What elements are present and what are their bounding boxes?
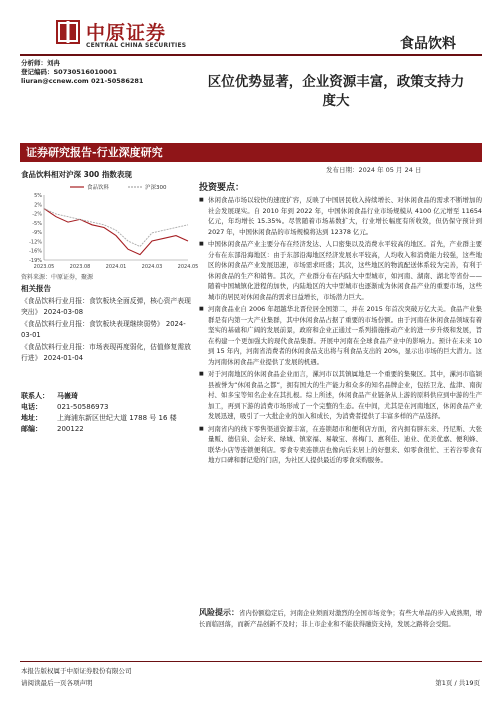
analyst-cert-label: 登记编码： [21, 68, 54, 76]
legend-label: 沪深300 [145, 185, 167, 191]
related-reports-list [21, 296, 193, 365]
investment-highlights [199, 195, 482, 468]
related-reports-heading: 相关报告 [21, 284, 51, 293]
contact-block [21, 391, 193, 435]
y-tick-label: 5% [34, 193, 42, 199]
y-tick-label: -5% [32, 220, 42, 227]
series-line-food-beverage [44, 209, 188, 255]
analyst-name: 刘冉 [47, 59, 60, 67]
x-tick-label: 2024.05 [177, 264, 199, 270]
zip-value: 200122 [57, 425, 84, 433]
contact-name: 马嶶琦 [57, 392, 78, 400]
risk-label: 风险提示： [199, 608, 240, 617]
header-divider [20, 54, 482, 56]
risk-warning [199, 608, 482, 629]
chart-title: 食品饮料相对沪深 300 指数表现 [21, 170, 132, 179]
brand-logo-icon [56, 20, 80, 44]
report-title: 区位优势显著，企业资源丰富，政策支持力度大 [207, 74, 465, 109]
legend-label: 食品饮料 [87, 185, 110, 191]
footer-divider [20, 661, 482, 662]
highlight-paragraph: ■ 河南食品业自 2006 年超越华北晋位居全国第二，并在 2015 年首次突破万亿大关。食品产业集群是有内第一大产业集群，其中休闲食品占据了重要的市场份额。由于河南在休闲食品领域有着坚实的基础和广阔的发展前景，政府和企业正通过一系列措施推动产业的进一步升级和发展，旨在构建一个更加强大的现代食品集群。开展中河南在全球食品产业中的影响力。预计在未来 10 到 15 年内，河南省消费者的休闲食品支出将与利食品支出的 20%，显示出市场的巨大潜力。这为河南休闲食品产业提供了发展的机遇。 [199, 304, 482, 367]
related-report-item[interactable]: 《食品饮料行业月报：食饮板块全面反弹，核心资产表现突出》 2024-03-08 [21, 297, 191, 316]
disclaimer-link[interactable]: 请阅读最后一页各项声明 [21, 679, 93, 687]
address-label: 地址： [21, 414, 42, 422]
industry-label: 食品饮料 [400, 36, 456, 52]
analyst-info [21, 59, 143, 86]
analyst-cert: S0730516010001 [53, 68, 117, 76]
highlight-paragraph: ■ 对于河南地区的休闲食品企业而言，漯河市以其镇属地是一个重要的集聚区。其中，漯河市临颍县被誉为“休闲食品之都”，拥有国大的生产能力和众多的知名品牌企业，包括卫龙、盐津、南街村、如多宝等知名企业在其扎根。综上所述，休闲食品产业链条从上游的原料供应到中游的生产加工，再到下游的消费市场形成了一个完整的生态。在中间，尤其是在河南地区，休闲食品产业发展迅速，吸引了一大批企业的加入和成长，为消费者提供了丰富多样的产品选择。 [199, 369, 482, 422]
y-tick-label: -9% [32, 230, 42, 237]
release-date: 发布日期：2024 年 05 月 24 日 [326, 166, 422, 174]
highlight-paragraph: ■ 休闲食品市场以较快的速度扩容，反映了中国居民收入持续增长、对休闲食品的需求不断增加的社会发展现实。自 2010 年到 2022 年，中国休闲食品行业市场规模从 4100 亿元增至 11654 亿元，年均增长 15.35%。尽管随着市场基数扩大，行业增长幅度有所收敛，但仍保守预计到 2027 年，中国休闲食品的市场规模将达到 12378 亿元。 [199, 195, 482, 237]
x-tick-label: 2024.03 [141, 264, 163, 270]
y-tick-label: -12% [29, 239, 42, 246]
analyst-name-label: 分析师： [21, 59, 47, 67]
phone-value: 021-50586973 [57, 403, 109, 411]
copyright-notice: 本报告版权属于中原证券股份有限公司 [21, 667, 132, 675]
y-tick-label: -19% [29, 258, 42, 264]
risk-text: 省内份额稳定后，河南企业须面对激烈的全国市场竞争；有些大单品的步入成熟期，增长面临回落，而新产品创新不及时；非上市企业和不能获得融资支持，发展之路将会受阻。 [199, 609, 483, 628]
report-type-banner: 证券研究报告-行业深度研究 [20, 143, 482, 162]
highlight-paragraph: ■ 河南省内的线下零售渠道资源丰富，在连锁超市和便利店方面，省内拥有胖东来、丹尼斯、大张量贩、德信泉、金好来、绿城、镇家福、易敏宝、喜梅门、惠利佳、迪业、优美优嘉、便利蜂、联华小店等连锁便利店。零食专卖连锁店也像向后来居上的好想来、如零食很忙、王若谷零食有地方口碑和群记爱的门店，为社区人提供最近的零食采购服务。 [199, 424, 482, 466]
brand-name: 中原证券 [86, 22, 167, 44]
analyst-contact: liuran@ccnew.com 021-50586281 [21, 77, 144, 85]
y-tick-label: -16% [29, 248, 42, 255]
highlight-paragraph: ■ 中国休闲食品产业主要分布在经济发达、人口密集以及消费水平较高的地区。首先，产业群主要分布在东部沿海地区：由于东部沿海地区经济发展水平较高，人均收入和消费能力较强，这些地区的休闲食品产业发展迅速，市场需求旺盛；其次，这些地区的物流配送体系较为完善，有利于休闲食品的生产和销售。其次，产业群分布在内陆大中型城市，如河南、湖南、湖北等省份——随着中国城镇化进程的加快，内陆地区的大中型城市也逐渐成为休闲食品产业的重要市场，这些城市的居民对休闲食品的需求日益增长，市场潜力巨大。 [199, 239, 482, 302]
x-tick-label: 2023.05 [33, 264, 55, 270]
address-value: 上海浦东新区世纪大道 1788 号 16 楼 [57, 414, 177, 422]
related-report-item[interactable]: 《食品饮料行业月报：市场表现再度弱化，估值修复需放行进》 2024-01-04 [21, 343, 191, 362]
y-tick-label: -2% [32, 211, 42, 218]
brand-name-en: CENTRAL CHINA SECURITIES [86, 42, 187, 49]
contact-label: 联系人： [21, 392, 49, 400]
series-line-csi300 [44, 209, 188, 247]
zip-label: 邮编： [21, 425, 42, 433]
page-number: 第1页 / 共19页 [435, 679, 480, 687]
x-tick-label: 2024.01 [105, 264, 127, 270]
performance-chart [18, 181, 199, 272]
related-report-item[interactable]: 《食品饮料行业月报：食饮板块表现继续弱势》 2024-03-01 [21, 320, 186, 339]
y-tick-label: 2% [34, 202, 42, 209]
chart-source: 资料来源：中原证券，聚源 [21, 274, 94, 281]
x-tick-label: 2023.08 [69, 264, 91, 270]
investment-highlights-heading: 投资要点： [199, 183, 245, 193]
phone-label: 电话： [21, 403, 42, 411]
